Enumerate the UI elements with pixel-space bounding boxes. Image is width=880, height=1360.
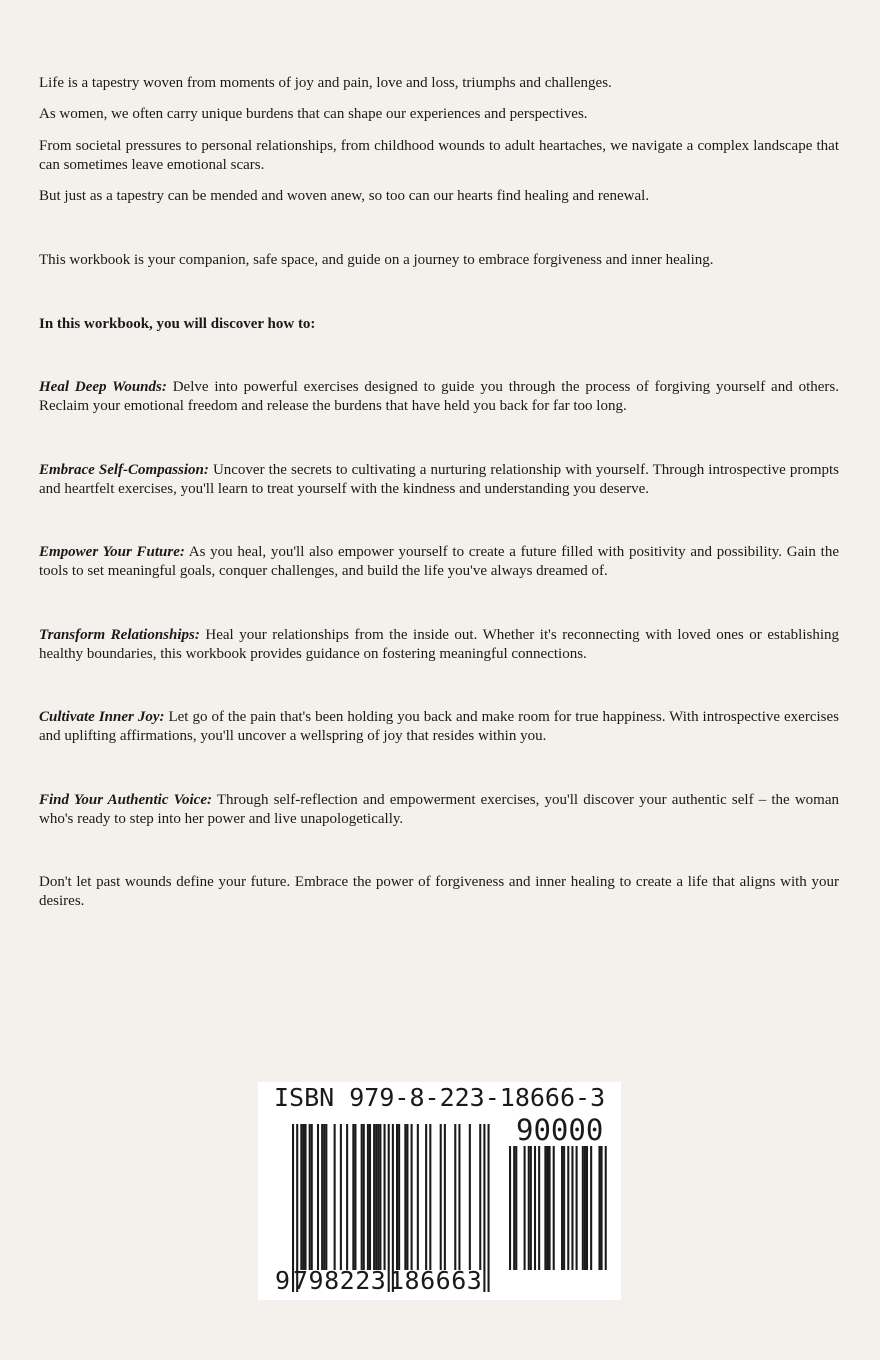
benefit-title: Empower Your Future:	[39, 544, 185, 560]
barcode-bar	[530, 1146, 532, 1270]
benefit-joy	[39, 708, 839, 746]
barcode-bar	[304, 1124, 306, 1270]
isbn-label: ISBN 979-8-223-18666-3	[274, 1083, 606, 1112]
barcode-bar	[488, 1124, 490, 1292]
barcode-bar	[334, 1124, 336, 1270]
barcode-bar	[311, 1124, 313, 1270]
barcode-bar	[513, 1146, 515, 1270]
barcode-bar	[483, 1124, 485, 1292]
benefit-future	[39, 543, 839, 581]
benefit-title: Embrace Self-Compassion:	[39, 462, 209, 478]
benefit-relationships	[39, 626, 839, 664]
barcode-bar	[302, 1124, 304, 1270]
barcode-bar	[375, 1124, 377, 1270]
benefit-self-compassion	[39, 461, 839, 499]
benefit-title: Transform Relationships:	[39, 627, 200, 643]
barcode-bar	[444, 1124, 446, 1270]
barcode-bar	[396, 1124, 398, 1270]
barcode-bar	[440, 1124, 442, 1270]
barcode-bar	[367, 1124, 369, 1270]
addon-digits: 90000	[516, 1113, 604, 1147]
companion-paragraph: This workbook is your companion, safe space, and guide on a journey to embrace forgiveness and inner healing.	[39, 252, 714, 268]
barcode-bar	[384, 1124, 386, 1270]
discover-heading: In this workbook, you will discover how to:	[39, 316, 316, 332]
isbn-barcode	[258, 1082, 621, 1300]
barcode-bar	[561, 1146, 563, 1270]
barcode-bar	[590, 1146, 592, 1270]
barcode-bar	[598, 1146, 600, 1270]
barcode-bar	[411, 1124, 413, 1270]
barcode-bar	[317, 1124, 319, 1270]
barcode-bar	[524, 1146, 526, 1270]
barcode-bar	[515, 1146, 517, 1270]
barcode-bar	[544, 1146, 546, 1270]
ean-left-digits: 798223	[293, 1266, 387, 1295]
barcode-bar	[567, 1146, 569, 1270]
barcode-bar	[425, 1124, 427, 1270]
barcode-bar	[454, 1124, 456, 1270]
barcode-bar	[404, 1124, 406, 1270]
barcode-bar	[373, 1124, 375, 1270]
barcode-bar	[361, 1124, 363, 1270]
barcode-bar	[571, 1146, 573, 1270]
intro-paragraph-1: Life is a tapestry woven from moments of joy and pain, love and loss, triumphs and challenges.	[39, 75, 612, 91]
barcode-bar	[553, 1146, 555, 1270]
barcode-bar	[406, 1124, 408, 1270]
benefit-title: Find Your Authentic Voice:	[39, 792, 212, 808]
benefit-text: Through self-reflection and empowerment exercises, you'll discover your authentic self – the woman who's ready to step into her power and live unapologetically.	[39, 792, 839, 827]
barcode-bar	[346, 1124, 348, 1270]
barcode-bar	[538, 1146, 540, 1270]
barcode-bar	[582, 1146, 584, 1270]
barcode-bar	[429, 1124, 431, 1270]
barcode-bar	[576, 1146, 578, 1270]
barcode-bar	[325, 1124, 327, 1270]
barcode-bar	[398, 1124, 400, 1270]
barcode-bar	[458, 1124, 460, 1270]
barcode-bar	[352, 1124, 354, 1270]
barcode-bar	[546, 1146, 548, 1270]
barcode-bar	[586, 1146, 588, 1270]
barcode-bar	[534, 1146, 536, 1270]
benefit-text: Heal your relationships from the inside out. Whether it's reconnecting with loved ones or establishing healthy boundaries, this workbook provides guidance on fostering meaningful connections.	[39, 627, 839, 662]
barcode-bar	[379, 1124, 381, 1270]
barcode-bar	[601, 1146, 603, 1270]
barcode-bar	[563, 1146, 565, 1270]
barcode-bar	[584, 1146, 586, 1270]
benefit-text: Let go of the pain that's been holding you back and make room for true happiness. With introspective exercises and uplifting affirmations, you'll uncover a wellspring of joy that resides within you.	[39, 709, 839, 744]
barcode-bar	[340, 1124, 342, 1270]
benefit-text: As you heal, you'll also empower yourself to create a future filled with positivity and possibility. Gain the tools to set meaningful goals, conquer challenges, and build the life you've always dreamed of.	[39, 544, 839, 579]
barcode-bar	[479, 1124, 481, 1270]
barcode-bar	[309, 1124, 311, 1270]
barcode-bar	[323, 1124, 325, 1270]
ean-right-digits: 186663	[389, 1266, 483, 1295]
barcode-bar	[509, 1146, 511, 1270]
benefit-title: Cultivate Inner Joy:	[39, 709, 165, 725]
ean-first-digit: 9	[275, 1266, 291, 1295]
barcode-bar	[321, 1124, 323, 1270]
intro-paragraph-3: From societal pressures to personal relationships, from childhood wounds to adult heartaches, we navigate a complex landscape that can sometimes leave emotional scars.	[39, 138, 839, 173]
intro-paragraph-2: As women, we often carry unique burdens that can shape our experiences and perspectives.	[39, 106, 588, 122]
barcode-bar	[300, 1124, 302, 1270]
barcode-bar	[417, 1124, 419, 1270]
benefit-text: Uncover the secrets to cultivating a nurturing relationship with yourself. Through introspective prompts and heartfelt exercises, you'll learn to treat yourself with the kindness and understanding you deserve.	[39, 462, 839, 497]
barcode-bar	[605, 1146, 607, 1270]
benefit-text: Delve into powerful exercises designed to guide you through the process of forgiving yourself and others. Reclaim your emotional freedom and release the burdens that have held you back for far too long.	[39, 379, 839, 414]
barcode-bar	[528, 1146, 530, 1270]
barcode-bar	[469, 1124, 471, 1270]
barcode-bar	[363, 1124, 365, 1270]
intro-paragraph-4: But just as a tapestry can be mended and woven anew, so too can our hearts find healing and renewal.	[39, 188, 650, 204]
closing-paragraph: Don't let past wounds define your future. Embrace the power of forgiveness and inner healing to create a life that aligns with your desires.	[39, 874, 839, 909]
benefit-voice	[39, 791, 839, 829]
barcode-bar	[354, 1124, 356, 1270]
barcode-bar	[369, 1124, 371, 1270]
barcode-bar	[549, 1146, 551, 1270]
barcode-bar	[377, 1124, 379, 1270]
benefit-title: Heal Deep Wounds:	[39, 379, 167, 395]
benefit-heal	[39, 378, 839, 416]
